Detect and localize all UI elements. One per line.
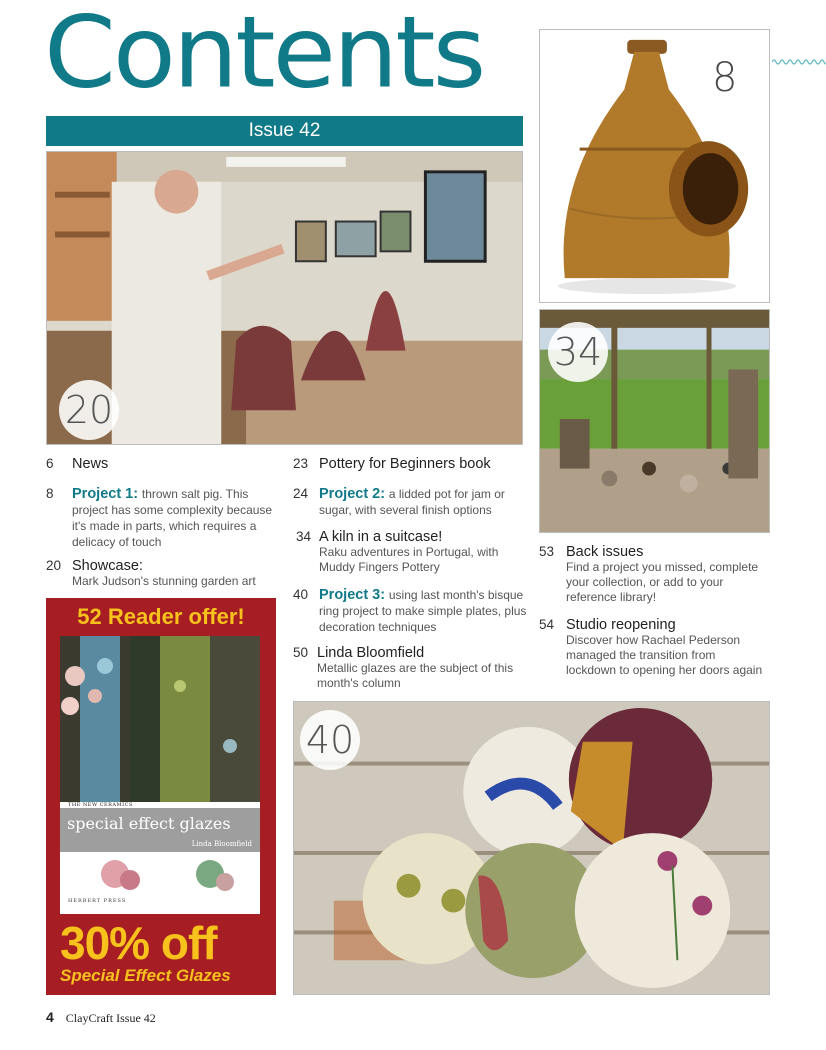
entry-heading: Project 2:	[319, 486, 386, 502]
entry-page: 40	[293, 587, 309, 602]
entry-page: 54	[539, 617, 555, 632]
entry-page: 20	[46, 558, 62, 573]
potter-photo	[46, 151, 523, 445]
entry-description: using last month's bisque ring project to make simple plates, plus decoration techniques	[319, 588, 527, 634]
plates-photo	[293, 701, 770, 995]
page-footer	[46, 1009, 156, 1026]
entry-page: 34	[296, 529, 312, 544]
book-series: THE NEW CERAMICS	[68, 802, 133, 808]
raku-photo	[539, 309, 770, 533]
glaze-texture-image	[60, 636, 260, 802]
entry-page: 8	[46, 486, 54, 501]
toc-entry[interactable]	[46, 456, 276, 472]
entry-heading: A kiln in a suitcase!	[319, 529, 443, 545]
toc-entry[interactable]	[293, 456, 533, 472]
page-number-8: 8	[712, 55, 738, 101]
entry-heading: News	[72, 456, 109, 472]
page-badge-20	[59, 380, 119, 440]
entry-description: Find a project you missed, complete your collection, or add to your reference library!	[566, 560, 759, 604]
offer-subtitle: Special Effect Glazes	[60, 966, 231, 985]
page-badge-40	[300, 710, 360, 770]
entry-page: 53	[539, 544, 555, 559]
badge-number: 34	[553, 330, 603, 374]
entry-page: 23	[293, 456, 309, 471]
toc-entry[interactable]	[46, 486, 276, 550]
toc-entry[interactable]	[539, 544, 779, 605]
badge-number: 20	[64, 388, 114, 432]
reader-offer[interactable]	[46, 598, 276, 995]
entry-description: Discover how Rachael Pederson managed the transition from lockdown to opening her doors again	[566, 633, 763, 677]
issue-banner: Issue 42	[46, 116, 523, 146]
page-badge-34	[548, 322, 608, 382]
footer-page-number: 4	[46, 1009, 54, 1025]
entry-heading: Project 3:	[319, 587, 386, 603]
entry-heading: Back issues	[566, 544, 644, 560]
book-title-band	[60, 808, 260, 852]
entry-description: Mark Judson's stunning garden art	[72, 574, 256, 588]
entry-description: thrown salt pig. This project has some complexity because it's made in parts, which requires a delicacy of touch	[72, 487, 273, 549]
entry-description: Raku adventures in Portugal, with Muddy Fingers Pottery	[319, 545, 499, 574]
entry-heading: Project 1:	[72, 486, 139, 502]
entry-heading: Pottery for Beginners book	[319, 456, 491, 472]
book-cover[interactable]	[60, 636, 260, 914]
entry-page: 6	[46, 456, 54, 471]
entry-page: 24	[293, 486, 309, 501]
badge-number: 40	[305, 718, 355, 762]
offer-title: 52 Reader offer!	[77, 604, 245, 629]
entry-description: a lidded pot for jam or sugar, with several finish options	[319, 487, 505, 517]
entry-heading: Linda Bloomfield	[317, 645, 425, 661]
entry-description: Metallic glazes are the subject of this month's column	[317, 661, 514, 690]
toc-entry[interactable]	[296, 529, 536, 575]
coral-sample-image	[60, 852, 260, 902]
toc-entry[interactable]	[539, 617, 779, 678]
toc-entry[interactable]	[293, 587, 533, 635]
book-title: special effect glazes	[67, 814, 231, 833]
book-author: Linda Bloomfield	[191, 840, 252, 848]
toc-entry[interactable]	[293, 645, 533, 691]
toc-entry[interactable]	[46, 558, 286, 589]
footer-magazine: ClayCraft Issue 42	[65, 1011, 156, 1025]
salt-pig-photo	[539, 29, 770, 303]
toc-entry[interactable]	[293, 486, 533, 518]
entry-heading: Studio reopening	[566, 617, 676, 633]
discount-text: 30% off	[60, 917, 217, 969]
entry-heading: Showcase:	[72, 558, 143, 574]
book-publisher: HERBERT PRESS	[68, 898, 127, 904]
wave-ornament	[772, 58, 826, 66]
page-title: Contents	[44, 0, 484, 111]
entry-page: 50	[293, 645, 309, 660]
